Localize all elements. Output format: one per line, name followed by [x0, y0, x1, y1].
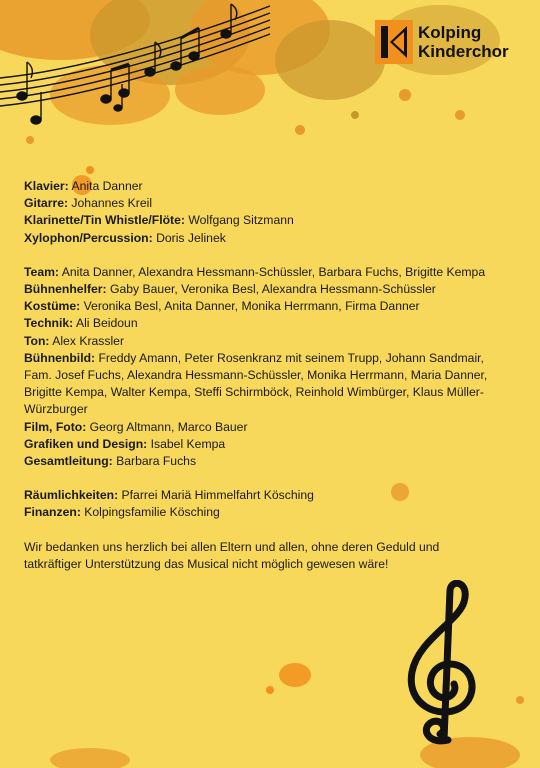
credit-buehnenbild-cont: Fam. Josef Fuchs, Alexandra Hessmann-Schüssler, Monika Herrmann, Maria Danner, [24, 368, 488, 383]
credit-klavier [24, 178, 519, 195]
credit-value: Barbara Fuchs [116, 454, 197, 469]
credit-value: Alex Krassler [52, 333, 125, 348]
credit-label: Technik: [24, 316, 74, 331]
credit-label: Ton: [24, 333, 50, 348]
credit-xylophon [24, 230, 519, 247]
logo-text [418, 23, 509, 61]
thanks-line: Wir bedanken uns herzlich bei allen Eltern und allen, ohne deren Geduld und [24, 539, 440, 554]
credit-value: Georg Altmann, Marco Bauer [89, 419, 248, 434]
spacer [24, 470, 519, 487]
credit-value: Kolpingsfamilie Kösching [84, 505, 220, 520]
credit-label: Team: [24, 264, 59, 279]
credit-ton [24, 333, 519, 350]
credit-label: Klavier: [24, 179, 69, 193]
credit-label: Kostüme: [24, 299, 81, 314]
credit-label: Gesamtleitung: [24, 454, 113, 469]
credit-label: Bühnenhelfer: [24, 282, 107, 297]
credit-value: Anita Danner [71, 179, 143, 193]
logo-line-1: Kolping [418, 23, 482, 42]
credit-value: Ali Beidoun [75, 316, 138, 331]
thanks-paragraph [24, 539, 519, 573]
spacer [24, 247, 519, 264]
credit-klarinette [24, 212, 519, 229]
credit-label: Räumlichkeiten: [24, 488, 119, 503]
credit-kostueme [24, 298, 519, 315]
credit-grafiken [24, 436, 519, 453]
credit-gitarre [24, 195, 519, 212]
credit-film-foto [24, 419, 519, 436]
credit-value: Anita Danner, Alexandra Hessmann-Schüssler, Barbara Fuchs, Brigitte Kempa [61, 264, 486, 279]
kolping-k-logo-icon [375, 20, 413, 64]
logo-line-2: Kinderchor [418, 42, 509, 61]
credits-text [24, 178, 519, 573]
credit-label: Grafiken und Design: [24, 436, 148, 451]
credit-label: Klarinette/Tin Whistle/Flöte: [24, 213, 185, 228]
credit-value: Freddy Amann, Peter Rosenkranz mit seinem Trupp, Johann Sandmair, [98, 350, 484, 365]
treble-clef-icon [398, 580, 488, 750]
credit-label: Gitarre: [24, 196, 69, 211]
thanks-line: tatkräftiger Unterstützung das Musical nicht möglich gewesen wäre! [24, 556, 389, 571]
credit-value: Wolfgang Sitzmann [188, 213, 294, 228]
kolping-logo [375, 20, 509, 64]
credit-technik [24, 315, 519, 332]
credit-value: Gaby Bauer, Veronika Besl, Alexandra Hessmann-Schüssler [110, 282, 436, 297]
credit-buehnenbild-cont: Brigitte Kempa, Walter Kempa, Steffi Schirmböck, Reinhold Wimbürger, Klaus Müller- [24, 385, 484, 400]
credit-label: Xylophon/Percussion: [24, 230, 153, 245]
credit-finanzen [24, 504, 519, 521]
credit-value: Doris Jelinek [156, 230, 226, 245]
credit-value: Veronika Besl, Anita Danner, Monika Herrmann, Firma Danner [83, 299, 420, 314]
credit-buehnenbild [24, 350, 519, 367]
credit-label: Finanzen: [24, 505, 81, 520]
credit-buehnenhelfer [24, 281, 519, 298]
credit-team [24, 264, 519, 281]
credit-raeumlichkeiten [24, 487, 519, 504]
credit-value: Pfarrei Mariä Himmelfahrt Kösching [121, 488, 314, 503]
credit-buehnenbild-cont: Würzburger [24, 402, 88, 417]
credit-gesamtleitung [24, 453, 519, 470]
credit-label: Film, Foto: [24, 419, 87, 434]
credit-label: Bühnenbild: [24, 350, 96, 365]
credit-value: Isabel Kempa [150, 436, 226, 451]
credit-value: Johannes Kreil [71, 196, 153, 211]
